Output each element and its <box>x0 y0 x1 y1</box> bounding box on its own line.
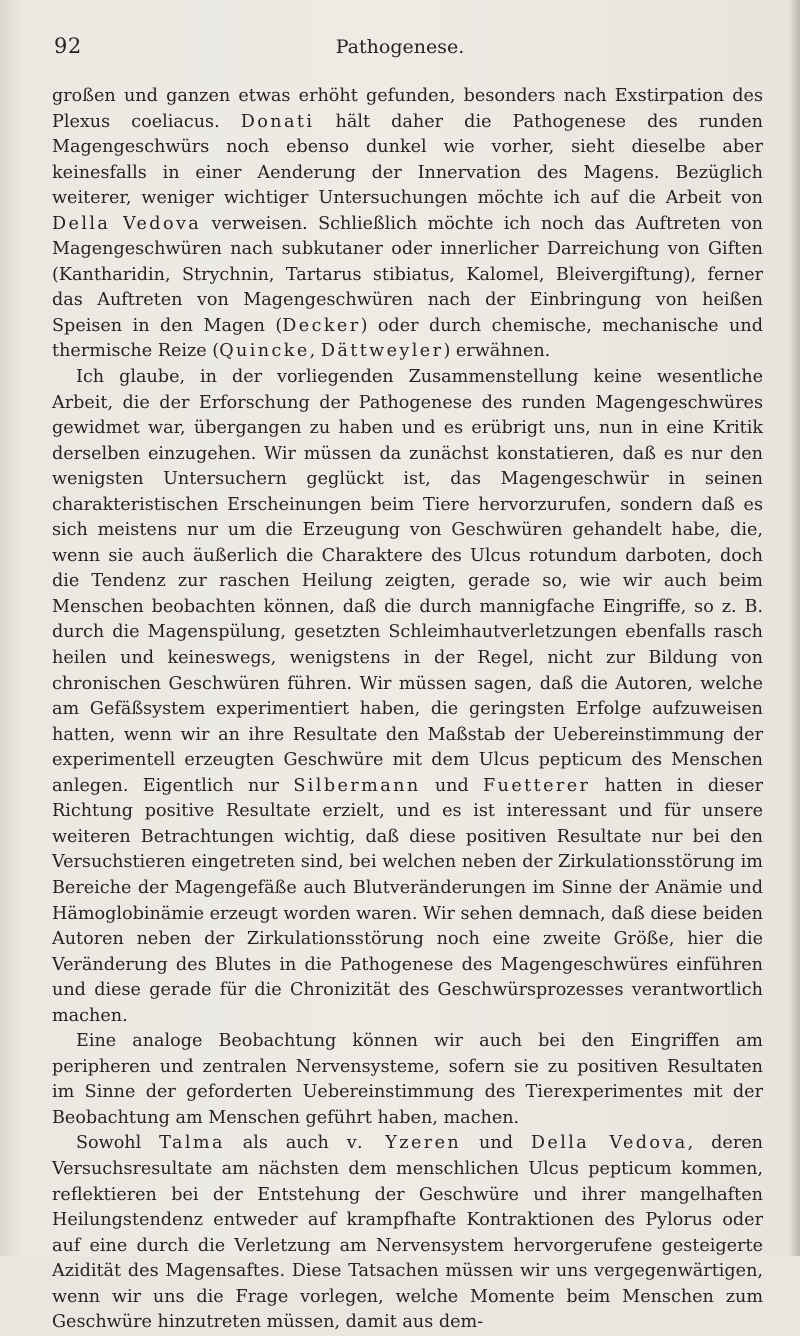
text-run: verweisen. Schließlich möchte ich noch das Auftreten von Magengeschwüren nach subkutaner oder innerlicher Darreichung von Giften (Kantharidin, Strychnin, Tartarus stibiatus, Kalomel, Bleivergiftung), ferner das Auftreten von Magengeschwüren nach der Einbringung von heißen Speisen in den Magen ( <box>52 213 763 336</box>
body-text <box>52 84 763 1336</box>
text-run: großen und ganzen etwas erhöht gefunden, besonders nach Exstirpation des Plexus coeliacus. <box>52 86 763 132</box>
paragraph <box>52 1131 763 1335</box>
text-run: als auch <box>224 1133 347 1154</box>
author-name: Della Vedova <box>530 1133 688 1154</box>
page-number: 92 <box>54 34 82 58</box>
text-run: Ich glaube, in der vorliegenden Zusammenstellung keine wesentliche Arbeit, die der Erforschung der Pathogenese des runden Magengeschwüres gewidmet war, übergangen zu haben und es erübrigt uns, nun in eine Kritik derselben einzugehen. Wir müssen da zunächst konstatieren, daß es nur den wenigsten Untersuchern geglückt ist, das Magengeschwür in seinen charakteristischen Erscheinungen beim Tiere hervorzurufen, sondern daß es sich meistens nur um die Erzeugung von Geschwüren gehandelt habe, die, wenn sie auch äußerlich die Charaktere des Ulcus rotundum darboten, doch die Tendenz zur raschen Heilung zeigten, gerade so, wie wir auch beim Menschen beobachten können, daß die durch mannigfache Eingriffe, so z. B. durch die Magenspülung, gesetzten Schleimhautverletzungen ebenfalls rasch heilen und keineswegs, wenigstens in der Regel, nicht zur Bildung von chronischen Geschwüren führen. Wir müssen sagen, daß die Autoren, welche am Gefäßsystem experimentiert haben, die geringsten Erfolge aufzuweisen hatten, wenn wir an ihre Resultate den Maßstab der Uebereinstimmung der experimentell erzeugten Geschwüre mit dem Ulcus pepticum des Menschen anlegen. Eigentlich nur <box>52 367 763 796</box>
text-run: Eine analoge Beobachtung können wir auch bei den Eingriffen am peripheren und zentralen Nervensysteme, sofern sie zu positiven Resultaten im Sinne der geforderten Uebereinstimmung des Tierexperimentes mit der Beobachtung am Menschen geführt haben, machen. <box>52 1031 763 1128</box>
text-run: hält daher die Pathogenese des runden Magengeschwürs noch ebenso dunkel wie vorher, sieht dieselbe aber keinesfalls in einer Aenderung der Innervation des Magens. Bezüglich weiterer, weniger wichtiger Untersuchungen möchte ich auf die Arbeit von <box>52 111 763 209</box>
text-run: , deren Versuchsresultate am nächsten dem menschlichen Ulcus pepticum kommen, reflektieren bei der Entstehung der Geschwüre und ihrer mangelhaften Heilungstendenz entweder auf krampfhafte Kontraktionen des Pylorus oder auf eine durch die Verletzung am Nervensystem hervorgerufene gesteigerte Azidität des Magensaftes. Diese Tatsachen müssen wir uns vergegenwärtigen, wenn wir uns die Frage vorlegen, welche Momente beim Menschen zum Geschwüre hinzutreten müssen, damit aus dem- <box>52 1133 763 1333</box>
text-run: , <box>309 341 321 362</box>
paragraph <box>52 1029 763 1131</box>
text-run: und <box>420 775 484 796</box>
text-run: und <box>461 1133 531 1154</box>
author-name: Dättweyler <box>320 341 444 362</box>
author-name: Quincke <box>219 341 310 362</box>
text-run: Sowohl <box>76 1133 160 1154</box>
author-name: Decker <box>282 315 361 336</box>
page-edge-shadow <box>788 0 800 1256</box>
text-run: hatten in dieser Richtung positive Resultate erzielt, und es ist interessant und für unsere weiteren Betrachtungen wichtig, daß diese positiven Resultate nur bei den Versuchstieren eingetreten sind, bei welchen neben der Zirkulationsstörung im Bereiche der Magengefäße auch Blutveränderungen im Sinne der Anämie und Hämoglobinämie erzeugt worden waren. Wir sehen demnach, daß diese beiden Autoren neben der Zirkulationsstörung noch eine zweite Größe, hier die Veränderung des Blutes in die Pathogenese des Magengeschwüres einführen und diese gerade für die Chronizität des Geschwürsprozesses verantwortlich machen. <box>52 775 763 1026</box>
page-header <box>40 34 760 64</box>
paragraph <box>52 365 763 1029</box>
author-name: Della Vedova <box>52 213 202 234</box>
author-name: v. Yzeren <box>346 1133 462 1154</box>
text-run: ) oder durch chemische, mechanische und thermische Reize ( <box>52 315 763 362</box>
author-name: Silbermann <box>293 775 421 796</box>
author-name: Fuetterer <box>483 775 591 796</box>
author-name: Talma <box>159 1133 225 1154</box>
text-run: ) erwähnen. <box>443 341 551 362</box>
author-name: Donati <box>240 111 315 132</box>
running-title: Pathogenese. <box>335 36 465 58</box>
paragraph <box>52 84 763 365</box>
